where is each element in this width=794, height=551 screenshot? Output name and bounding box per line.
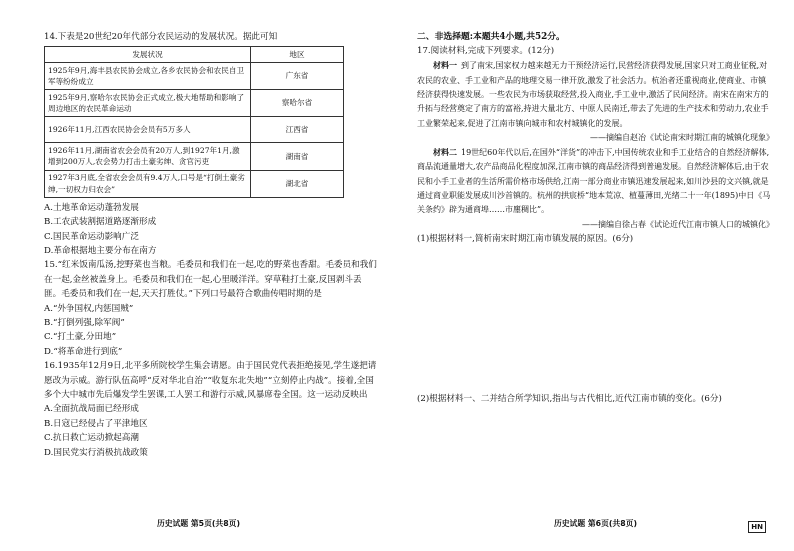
q16-option-d: D.国民党实行消极抗战政策 (44, 447, 148, 458)
left-page-footer: 历史试题 第5页(共8页) (156, 519, 241, 528)
material-1-citation: ——摘编自赵冶《试论南宋时期江南的城镇化现象》 (590, 132, 774, 142)
q16-option-b: B.日寇已经侵占了平津地区 (44, 418, 148, 429)
q16-stem: 16.1935年12月9日,北平多所院校学生集会请愿。由于国民党代表拒绝接见,学生遂把请愿改为示威。游行队伍高呼“反对华北自治”“收复东北失地”“立刻停止内战”。接着,全国多个大中城市先后爆发学生罢课,工人罢工和游行示威,风暴席卷全国。这一运动反映出 (44, 361, 377, 401)
table-header-status: 发展状况 (45, 47, 251, 63)
q14-stem: 14.下表是20世纪20年代部分农民运动的发展状况。据此可知 (44, 32, 278, 42)
answer-space-1 (417, 246, 774, 392)
material-1-label: 材料一 (433, 60, 457, 71)
table-cell-status: 1927年3月底,全省农会会员有9.4万人,口号是“打倒土豪劣绅,一切权力归农会” (45, 170, 251, 197)
q17-subquestion-2: (2)根据材料一、二并结合所学知识,指出与古代相比,近代江南市镇的变化。(6分) (417, 394, 722, 405)
material-2-text: 19世纪60年代以后,在国外“洋货”的冲击下,中国传统农业和手工业结合的自然经济解体,商品流通量增大,农产品商品化程度加深,江南市镇的商品经济得到普遍发展。自然经济解体后,由于农民和小手工业者的生活所需价格市场供给,江南一部分商业市镇迅速发展起来,如川沙县的文兴镇,就是通过商业职能发展成川沙首镇的。杭州的拱宸桥“地本荒凉、植蔓薄田,光绪二十一年(1895)中日《马关条约》辟为通商埠……市廛稠比”。 (417, 148, 771, 215)
table-row (45, 90, 344, 117)
q15-option-b: B.“打倒列强,除军阀” (44, 318, 125, 328)
table-cell-status: 1925年9月,察哈尔农民协会正式成立,极大地帮助和影响了周边地区的农民革命运动 (45, 90, 251, 117)
table-row (45, 170, 344, 197)
table-row (45, 143, 344, 170)
table-cell-status: 1926年11月,湖南省农会会员有20万人,到1927年1月,激增到200万人,农会势力打击土豪劣绅、贪官污吏 (45, 143, 251, 170)
q14-option-a: A.土地革命运动蓬勃发展 (44, 202, 139, 213)
section-title: 二、非选择题:本题共4小题,共52分。 (417, 32, 565, 42)
q17-subquestion-1: (1)根据材料一,简析南宋时期江南市镇发展的原因。(6分) (417, 233, 634, 244)
right-page-footer: 历史试题 第6页(共8页) (553, 519, 638, 528)
table-cell-status: 1926年11月,江西农民协会会员有5万多人 (45, 117, 251, 143)
material-2-citation: ——摘编自徐占春《试论近代江南市镇人口的城镇化》 (582, 219, 774, 229)
q14-option-d: D.革命根据地主要分布在南方 (44, 245, 157, 256)
q15-option-d: D.“将革命进行到底” (44, 346, 123, 357)
table-cell-status: 1925年9月,海丰县农民协会成立,各乡农民协会和农民自卫军等纷纷成立 (45, 63, 251, 90)
q15-option-a: A.“外争国权,内惩国贼” (44, 303, 134, 314)
table-cell-region: 湖南省 (251, 143, 344, 170)
q15-option-c: C.“打土豪,分田地” (44, 332, 117, 343)
paper-code-tag: HN (748, 521, 766, 533)
q14-table (44, 46, 344, 197)
table-cell-region: 江西省 (251, 117, 344, 143)
table-cell-region: 察哈尔省 (251, 90, 344, 117)
material-1 (417, 58, 774, 130)
material-1-text: 到了南宋,国家权力越来越无力干预经济运行,民营经济获得发展,国家只对工商业征税,对农民的农业、手工业和产品的地理交易一律开放,激发了社会活力。杭治者还重视商业,使商业、市镇经济获得快速发展。一些农民为市场获取经营,投入商业,手工业中,激活了民间经济。南宋在南宋方的升拓与经营奠定了南方的富裕,持进大量北方、中原人民南迁,带去了先进的生产技术和劳动力,农业手工业繁荣起来,促进了江南市镇向城市和农村城镇化的发展。 (417, 61, 769, 128)
table-cell-region: 湖北省 (251, 170, 344, 197)
q14-option-b: B.工农武装割据道路逐渐形成 (44, 217, 157, 228)
table-header-region: 地区 (251, 47, 344, 63)
q15-stem: 15.“红米饭南瓜汤,挖野菜也当粮。毛委员和我们在一起,吃的野菜也香甜。毛委员和我们在一起,金丝被盖身上。毛委员和我们在一起,心里暖洋洋。穿草鞋打土豪,反国剥斗丢匪。毛委员和我们在一起,天天打胜仗。”下列口号最符合歌曲传唱时期的是 (44, 260, 377, 300)
table-row (45, 117, 344, 143)
table-cell-region: 广东省 (251, 63, 344, 90)
table-header-row (45, 47, 344, 63)
table-row (45, 63, 344, 90)
right-page (397, 0, 794, 551)
material-2-label: 材料二 (433, 147, 457, 158)
material-2 (417, 145, 774, 217)
q17-stem: 17.阅读材料,完成下列要求。(12分) (417, 46, 555, 56)
q16-option-a: A.全面抗战局面已经形成 (44, 404, 139, 415)
q14-option-c: C.国民革命运动影响广泛 (44, 231, 139, 242)
q16-option-c: C.抗日救亡运动掀起高潮 (44, 433, 139, 444)
